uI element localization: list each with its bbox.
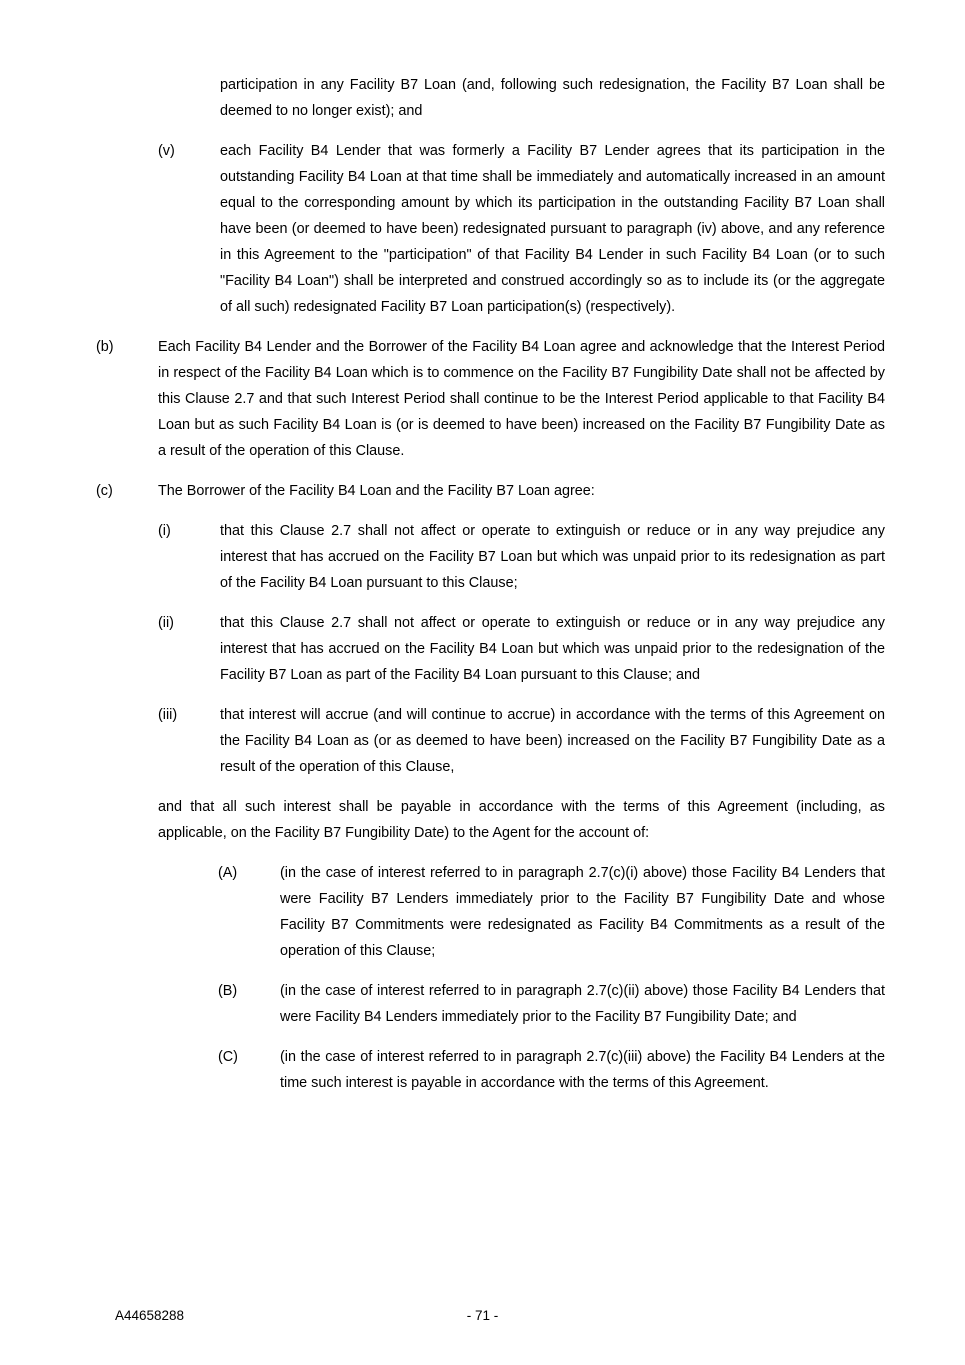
document-reference: A44658288 bbox=[115, 1308, 185, 1323]
paragraph-b bbox=[96, 334, 885, 464]
paragraph-c-i bbox=[158, 518, 885, 596]
paragraph-marker: (iii) bbox=[158, 707, 178, 723]
paragraph-text: that this Clause 2.7 shall not affect or operate to extinguish or reduce or in any way prejudice any interest that has accrued on the Facility B4 Loan but which was unpaid prior to the redesignation of the Facility B7 Loan as part of the Facility B4 Loan pursuant to this Clause; and bbox=[220, 615, 885, 683]
paragraph-text: participation in any Facility B7 Loan (and, following such redesignation, the Facility B7 Loan shall be deemed to no longer exist); and bbox=[220, 77, 885, 119]
paragraph-text: Each Facility B4 Lender and the Borrower of the Facility B4 Loan agree and acknowledge that the Interest Period in respect of the Facility B4 Loan which is to commence on the Facility B7 Fungibility Date shall not be affected by this Clause 2.7 and that such Interest Period shall continue to be the Interest Period applicable to that Facility B4 Loan but as such Facility B4 Loan is (or is deemed to have been) increased on the Facility B7 Fungibility Date as a result of the operation of this Clause. bbox=[158, 339, 885, 459]
paragraph-v bbox=[158, 138, 885, 320]
paragraph-marker: (A) bbox=[218, 865, 238, 881]
paragraph-marker: (C) bbox=[218, 1049, 238, 1065]
document-body bbox=[80, 72, 885, 1096]
paragraph-closing-lead-in bbox=[158, 794, 885, 846]
paragraph-c bbox=[96, 478, 885, 504]
paragraph-c-ii bbox=[158, 610, 885, 688]
paragraph-marker: (v) bbox=[158, 143, 175, 159]
paragraph-text: (in the case of interest referred to in paragraph 2.7(c)(i) above) those Facility B4 Lenders that were Facility B7 Lenders immediately prior to the Facility B7 Fungibility Date and whose Facility B7 Commitments were redesignated as Facility B4 Commitments as a result of the operation of this Clause; bbox=[280, 865, 885, 959]
paragraph-text: The Borrower of the Facility B4 Loan and the Facility B7 Loan agree: bbox=[158, 483, 595, 499]
paragraph-c-upper bbox=[218, 1044, 885, 1096]
paragraph-text: each Facility B4 Lender that was formerly a Facility B7 Lender agrees that its participation in the outstanding Facility B4 Loan at that time shall be immediately and automatically increased in an amount equal to the corresponding amount by which its participation in the outstanding Facility B7 Loan shall have been (or deemed to have been) redesignated pursuant to paragraph (iv) above, and any reference in this Agreement to the "participation" of that Facility B4 Lender in such Facility B4 Loan (or to such "Facility B4 Loan") shall be interpreted and construed accordingly so as to include its (or the aggregate of all such) redesignated Facility B7 Loan participation(s) (respectively). bbox=[220, 143, 885, 315]
paragraph-text: (in the case of interest referred to in paragraph 2.7(c)(ii) above) those Facility B4 Lenders that were Facility B4 Lenders immediately prior to the Facility B7 Fungibility Date; and bbox=[280, 983, 885, 1025]
page-number: - 71 - bbox=[466, 1308, 499, 1323]
paragraph-marker: (ii) bbox=[158, 615, 174, 631]
paragraph-text: (in the case of interest referred to in paragraph 2.7(c)(iii) above) the Facility B4 Lenders at the time such interest is payable in accordance with the terms of this Agreement. bbox=[280, 1049, 885, 1091]
paragraph-text: that interest will accrue (and will continue to accrue) in accordance with the terms of this Agreement on the Facility B4 Loan as (or as deemed to have been) increased on the Facility B7 Fungibility Date as a result of the operation of this Clause, bbox=[220, 707, 885, 775]
paragraph-marker: (c) bbox=[96, 483, 113, 499]
paragraph-text: and that all such interest shall be payable in accordance with the terms of this Agreement (including, as applicable, on the Facility B7 Fungibility Date) to the Agent for the account of: bbox=[158, 799, 885, 841]
paragraph-marker: (b) bbox=[96, 339, 114, 355]
paragraph-marker: (i) bbox=[158, 523, 171, 539]
paragraph-a-upper bbox=[218, 860, 885, 964]
paragraph-marker: (B) bbox=[218, 983, 238, 999]
paragraph-c-iii bbox=[158, 702, 885, 780]
paragraph-text: that this Clause 2.7 shall not affect or operate to extinguish or reduce or in any way prejudice any interest that has accrued on the Facility B7 Loan but which was unpaid prior to its redesignation as part of the Facility B4 Loan pursuant to this Clause; bbox=[220, 523, 885, 591]
page-footer bbox=[0, 1303, 965, 1329]
paragraph-b-upper bbox=[218, 978, 885, 1030]
paragraph-continuation bbox=[220, 72, 885, 124]
